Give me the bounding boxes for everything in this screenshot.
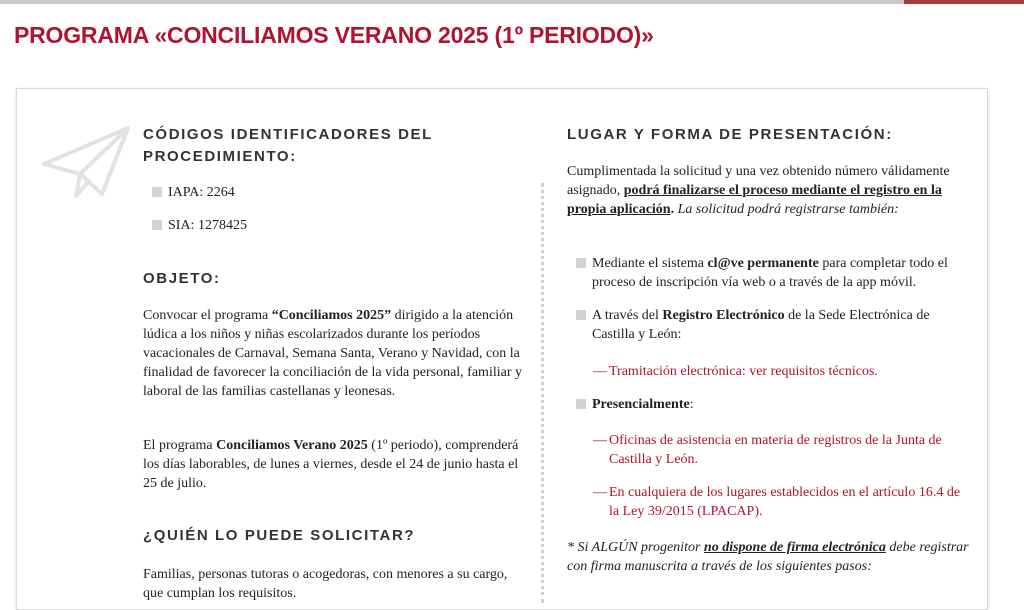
objeto-paragraph-2: El programa Conciliamos Verano 2025 (1º periodo), comprenderá los días laborables, de lunes a viernes, desde el 24 de junio hasta el 25 de julio. — [143, 438, 519, 491]
column-divider — [541, 183, 544, 603]
link-tramitacion-electronica[interactable]: Tramitación electrónica: ver requisitos técnicos. — [609, 364, 878, 379]
bullet-square — [576, 399, 586, 409]
bullet-square — [152, 187, 162, 197]
item-clave: Mediante el sistema cl@ve permanente para completar todo el proceso de inscripción vía web o a través de la app móvil. — [592, 256, 948, 290]
quien-paragraph: Familias, personas tutoras o acogedoras, con menores a su cargo, que cumplan los requisitos. — [143, 567, 508, 601]
codes-heading: CÓDIGOS IDENTIFICADORES DEL PROCEDIMIENTO: — [143, 126, 433, 165]
page-title: PROGRAMA «CONCILIAMOS VERANO 2025 (1º PERIODO)» — [14, 22, 654, 48]
paper-plane-icon — [40, 124, 132, 200]
objeto-heading: OBJETO: — [143, 270, 221, 287]
item-presencialmente: Presencialmente: — [592, 397, 694, 412]
bullet-square — [152, 220, 162, 230]
lugar-intro: Cumplimentada la solicitud y una vez obtenido número válidamente asignado, podrá finalizarse el proceso mediante el registro en la propia aplicación. La solicitud podrá registrarse también: — [567, 164, 950, 217]
dash-marker: — — [593, 364, 607, 379]
link-lpacap[interactable]: En cualquiera de los lugares establecidos en el artículo 16.4 de la Ley 39/2015 (LPACAP). — [609, 485, 961, 519]
no-firma-emphasis: no dispone de firma electrónica — [703, 540, 886, 555]
dash-marker: — — [593, 433, 607, 448]
bullet-square — [576, 258, 586, 268]
dash-marker: — — [593, 485, 607, 500]
code-sia: SIA: 1278425 — [168, 218, 247, 233]
code-iapa: IAPA: 2264 — [168, 185, 235, 200]
top-bar-accent — [904, 0, 1024, 4]
objeto-paragraph-1: Convocar el programa “Conciliamos 2025” dirigido a la atención lúdica a los niños y niñas escolarizados durante los períodos vacacionales de Carnaval, Semana Santa, Verano y Navidad, con la finalidad de favorecer la conciliación de la vida personal, familiar y laboral de las familias castellanas y leonesas. — [143, 308, 522, 399]
firma-note: * Si ALGÚN progenitor no dispone de firma electrónica debe registrar con firma manuscrita a través de los siguientes pasos: — [567, 540, 969, 574]
item-registro-electronico: A través del Registro Electrónico de la Sede Electrónica de Castilla y León: — [592, 308, 930, 342]
registro-aplicacion-emphasis: podrá finalizarse el proceso mediante el registro en la propia aplicación — [567, 183, 942, 217]
lugar-heading: LUGAR Y FORMA DE PRESENTACIÓN: — [567, 126, 893, 143]
link-oficinas-registro[interactable]: Oficinas de asistencia en materia de registros de la Junta de Castilla y León. — [609, 433, 942, 467]
quien-heading: ¿QUIÉN LO PUEDE SOLICITAR? — [143, 527, 416, 544]
top-bar — [0, 0, 1024, 4]
bullet-square — [576, 310, 586, 320]
